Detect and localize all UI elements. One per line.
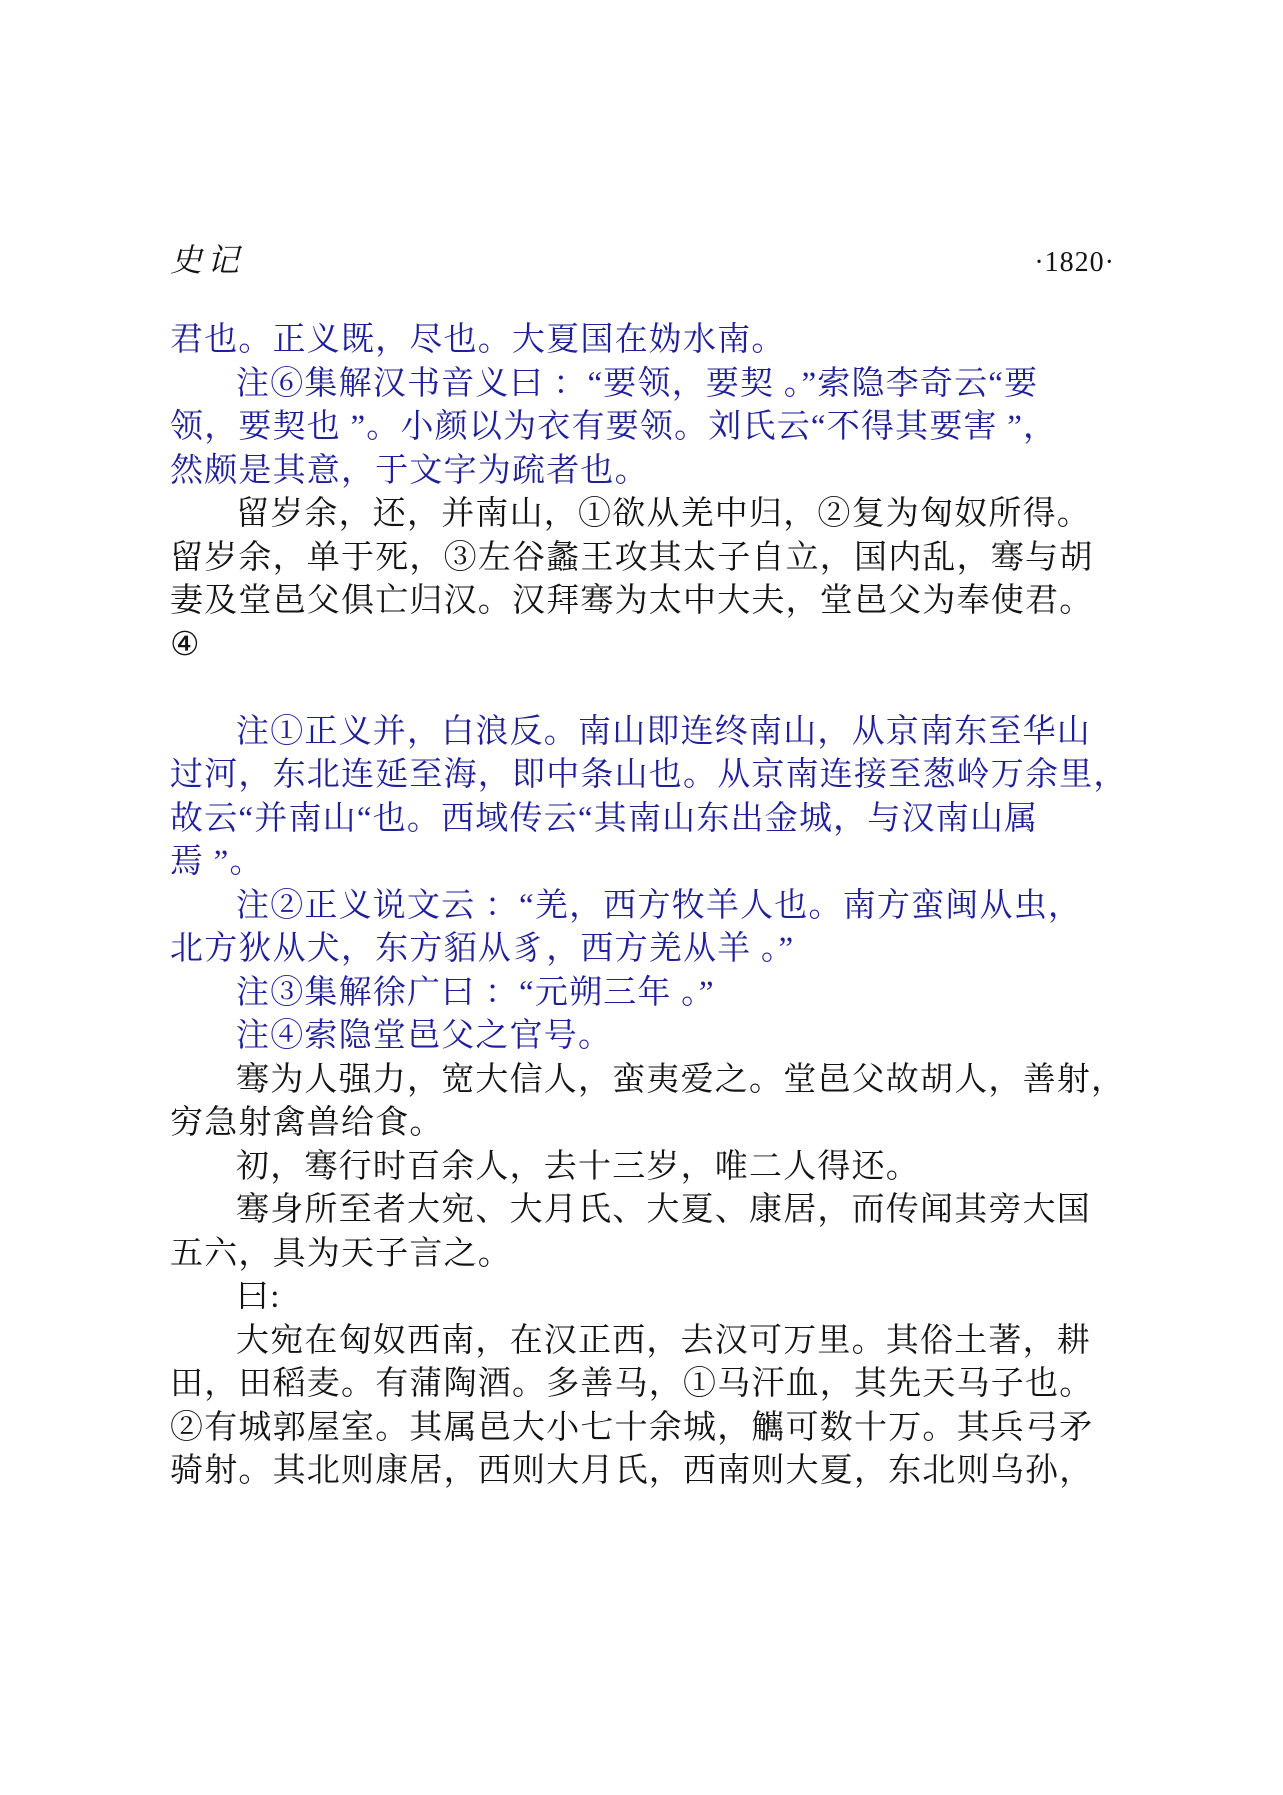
page-body: [170, 319, 1128, 1494]
text-line: 骞为人强力，宽大信人，蛮夷爱之。堂邑父故胡人，善射，: [236, 1061, 1126, 1098]
text-line: ②有城郭屋室。其属邑大小七十余城，觽可数十万。其兵弓矛: [170, 1409, 1094, 1446]
text-line: 然颇是其意，于文字为疏者也。: [170, 452, 649, 489]
text-line: 五六，具为天子言之。: [170, 1235, 512, 1272]
text-line: 穷急射禽兽给食。: [170, 1105, 444, 1141]
book-title: 史记: [170, 242, 245, 278]
text-line: 故云“并南山“也。西域传云“其南山东出金城，与汉南山属: [170, 800, 1039, 837]
blank-line: [170, 667, 1115, 711]
text-line: ④: [170, 626, 201, 663]
page-number: ·1820·: [1034, 247, 1115, 278]
text-line: 领，要契也 ”。小颜以为衣有要领。刘氏云“不得其要害 ”，: [170, 409, 1058, 445]
text-line: 焉 ”。: [170, 844, 264, 880]
text-line: 注③集解徐广曰 ：“元朔三年 。”: [236, 974, 715, 1011]
text-line: 曰:: [236, 1279, 281, 1315]
text-line: 初，骞行时百余人，去十三岁，唯二人得还。: [236, 1148, 920, 1185]
text-line: 君也。正义既，尽也。大夏国在妫水南。: [170, 322, 786, 358]
page-header: [170, 235, 1115, 278]
text-line: 大宛在匈奴西南，在汉正西，去汉可万里。其俗土著，耕: [236, 1322, 1091, 1359]
text-line: 注①正义并，白浪反。南山即连终南山，从京南东至华山: [236, 713, 1091, 750]
text-line: 留岁余，单于死，③左谷蠡王攻其太子自立，国内乱，骞与胡: [170, 539, 1094, 576]
text-line: 注②正义说文云 ：“羌，西方牧羊人也。南方蛮闽从虫，: [236, 887, 1083, 924]
text-line: 注⑥集解汉书音义曰 ：“要领，要契 。”索隐李奇云“要: [236, 365, 1039, 402]
text-line: 注④索隐堂邑父之官号。: [236, 1018, 613, 1054]
text-line: 田，田稻麦。有蒲陶酒。多善马，①马汗血，其先天马子也。: [170, 1366, 1094, 1402]
text-line: 骞身所至者大宛、大月氏、大夏、康居，而传闻其旁大国: [236, 1192, 1091, 1228]
text-line: 北方狄从犬，东方貊从豸，西方羌从羊 。”: [170, 931, 795, 967]
text-line: 骑射。其北则康居，西则大月氏，西南则大夏，东北则乌孙，: [170, 1453, 1094, 1489]
text-line: 过河，东北连延至海，即中条山也。从京南连接至葱岭万余里，: [170, 757, 1128, 793]
text-line: 妻及堂邑父俱亡归汉。汉拜骞为太中大夫，堂邑父为奉使君。: [170, 583, 1094, 619]
text-line: 留岁余，还，并南山，①欲从羌中归，②复为匈奴所得。: [236, 496, 1091, 532]
